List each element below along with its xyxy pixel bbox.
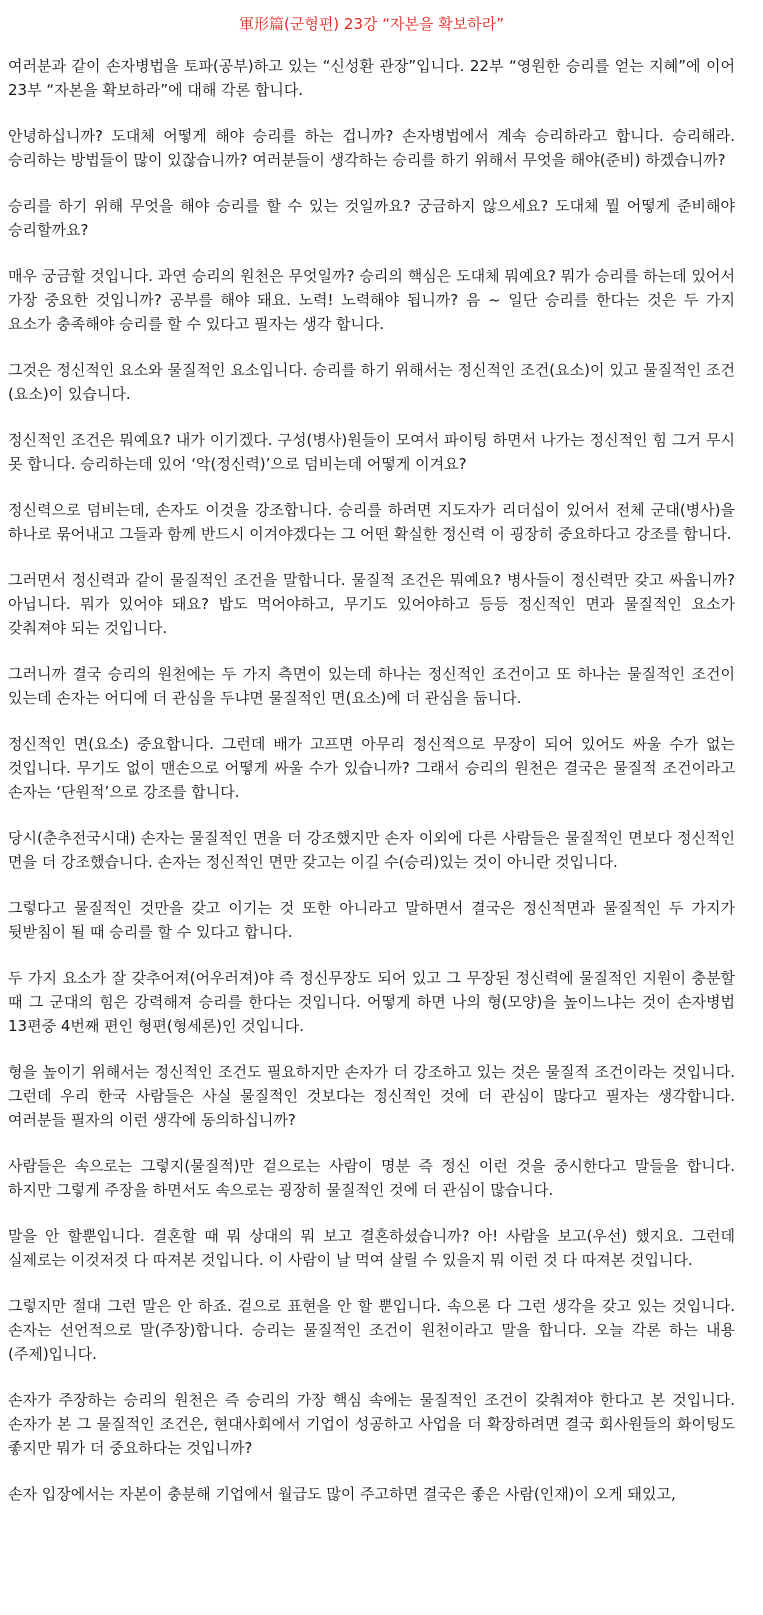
body-paragraph: 그것은 정신적인 요소와 물질적인 요소입니다. 승리를 하기 위해서는 정신적인 조건(요소)이 있고 물질적인 조건(요소)이 있습니다. [8, 361, 735, 403]
body-paragraph: 형을 높이기 위해서는 정신적인 조건도 필요하지만 손자가 더 강조하고 있는 것은 물질적 조건이라는 것입니다. 그런데 우리 한국 사람들은 사실 물질적인 것보다는 정신적인 것에 더 관심이 많다고 필자는 생각합니다. 여러분들 필자의 이런 생각에 동의하십니까? [8, 1063, 735, 1129]
body-paragraph: 정신적인 조건은 뭐예요? 내가 이기겠다. 구성(병사)원들이 모여서 파이팅 하면서 나가는 정신적인 힘 그거 무시 못 합니다. 승리하는데 있어 ‘악(정신력)’으로 덤비는데 어떻게 이겨요? [8, 431, 735, 473]
body-paragraph: 당시(춘추전국시대) 손자는 물질적인 면을 더 강조했지만 손자 이외에 다른 사람들은 물질적인 면보다 정신적인 면을 더 강조했습니다. 손자는 정신적인 면만 갖고는 이길 수(승리)있는 것이 아니란 것입니다. [8, 829, 735, 871]
article-title: 軍形篇(군형편) 23강 “자본을 확보하라” [238, 15, 505, 33]
body-paragraph: 그러니까 결국 승리의 원천에는 두 가지 측면이 있는데 하나는 정신적인 조건이고 또 하나는 물질적인 조건이 있는데 손자는 어디에 더 관심을 두냐면 물질적인 면(요소)에 더 관심을 둡니다. [8, 665, 735, 707]
body-paragraph: 정신력으로 덤비는데, 손자도 이것을 강조합니다. 승리를 하려면 지도자가 리더십이 있어서 전체 군대(병사)을 하나로 묶어내고 그들과 함께 반드시 이겨야겠다는 그 어떤 확실한 정신력 이 굉장히 중요하다고 강조를 합니다. [8, 501, 735, 543]
body-paragraph: 그렇지만 절대 그런 말은 안 하죠. 겉으로 표현을 안 할 뿐입니다. 속으론 다 그런 생각을 갖고 있는 것입니다. 손자는 선언적으로 말(주장)합니다. 승리는 물질적인 조건이 원천이라고 말을 합니다. 오늘 각론 하는 내용(주제)입니다. [8, 1297, 735, 1363]
body-paragraph: 두 가지 요소가 잘 갖추어져(어우러져)야 즉 정신무장도 되어 있고 그 무장된 정신력에 물질적인 지원이 충분할 때 그 군대의 힘은 강력해져 승리를 한다는 것입니다. 어떻게 하면 나의 형(모양)을 높이느냐는 것이 손자병법 13편중 4번째 편인 형편(형세론)인 것입니다. [8, 969, 735, 1035]
body-paragraph: 손자 입장에서는 자본이 충분해 기업에서 월급도 많이 주고하면 결국은 좋은 사람(인재)이 오게 돼있고, [8, 1485, 676, 1503]
body-paragraph: 그렇다고 물질적인 것만을 갖고 이기는 것 또한 아니라고 말하면서 결국은 정신적면과 물질적인 두 가지가 뒷받침이 될 때 승리를 할 수 있다고 합니다. [8, 899, 735, 941]
body-paragraph: 안녕하십니까? 도대체 어떻게 해야 승리를 하는 겁니까? 손자병법에서 계속 승리하라고 합니다. 승리해라. 승리하는 방법들이 많이 있잖습니까? 여러분들이 생각하는 승리를 하기 위해서 무엇을 해야(준비) 하겠습니까? [8, 127, 735, 169]
body-paragraph: 매우 궁금할 것입니다. 과연 승리의 원천은 무엇일까? 승리의 핵심은 도대체 뭐예요? 뭐가 승리를 하는데 있어서 가장 중요한 것입니까? 공부를 해야 돼요. 노력! 노력해야 됩니까? 음 ~ 일단 승리를 한다는 것은 두 가지 요소가 충족해야 승리를 할 수 있다고 필자는 생각 합니다. [8, 267, 735, 333]
body-paragraph: 그러면서 정신력과 같이 물질적인 조건을 말합니다. 물질적 조건은 뭐예요? 병사들이 정신력만 갖고 싸웁니까? 아닙니다. 뭐가 있어야 돼요? 밥도 먹어야하고, 무기도 있어야하고 등등 정신적인 면과 물질적인 요소가 갖춰져야 되는 것입니다. [8, 571, 735, 637]
body-paragraph: 손자가 주장하는 승리의 원천은 즉 승리의 가장 핵심 속에는 물질적인 조건이 갖춰져야 한다고 본 것입니다. 손자가 본 그 물질적인 조건은, 현대사회에서 기업이 성공하고 사업을 더 확장하려면 결국 회사원들의 화이팅도 좋지만 뭐가 더 중요하다는 것입니까? [8, 1391, 735, 1457]
body-paragraph: 말을 안 할뿐입니다. 결혼할 때 뭐 상대의 뭐 보고 결혼하셨습니까? 아! 사람을 보고(우선) 했지요. 그런데 실제로는 이것저것 다 따져본 것입니다. 이 사람이 날 먹여 살릴 수 있을지 뭐 이런 것 다 따져본 것입니다. [8, 1227, 735, 1269]
body-paragraph: 사람들은 속으로는 그렇지(물질적)만 겉으로는 사람이 명분 즉 정신 이런 것을 중시한다고 말들을 합니다. 하지만 그렇게 주장을 하면서도 속으로는 굉장히 물질적인 것에 더 관심이 많습니다. [8, 1157, 735, 1199]
body-paragraph: 여러분과 같이 손자병법을 토파(공부)하고 있는 “신성환 관장”입니다. 22부 “영원한 승리를 얻는 지혜”에 이어 23부 “자본을 확보하라”에 대해 각론 합니다. [8, 57, 735, 99]
body-paragraph: 승리를 하기 위해 무엇을 해야 승리를 할 수 있는 것일까요? 궁금하지 않으세요? 도대체 뭘 어떻게 준비해야 승리할까요? [8, 197, 735, 239]
body-paragraph: 정신적인 면(요소) 중요합니다. 그런데 배가 고프면 아무리 정신적으로 무장이 되어 있어도 싸울 수가 없는 것입니다. 무기도 없이 맨손으로 어떻게 싸울 수가 있습니까? 그래서 승리의 원천은 결국은 물질적 조건이라고 손자는 ‘단원적’으로 강조를 합니다. [8, 735, 735, 801]
article-body [8, 54, 735, 1506]
